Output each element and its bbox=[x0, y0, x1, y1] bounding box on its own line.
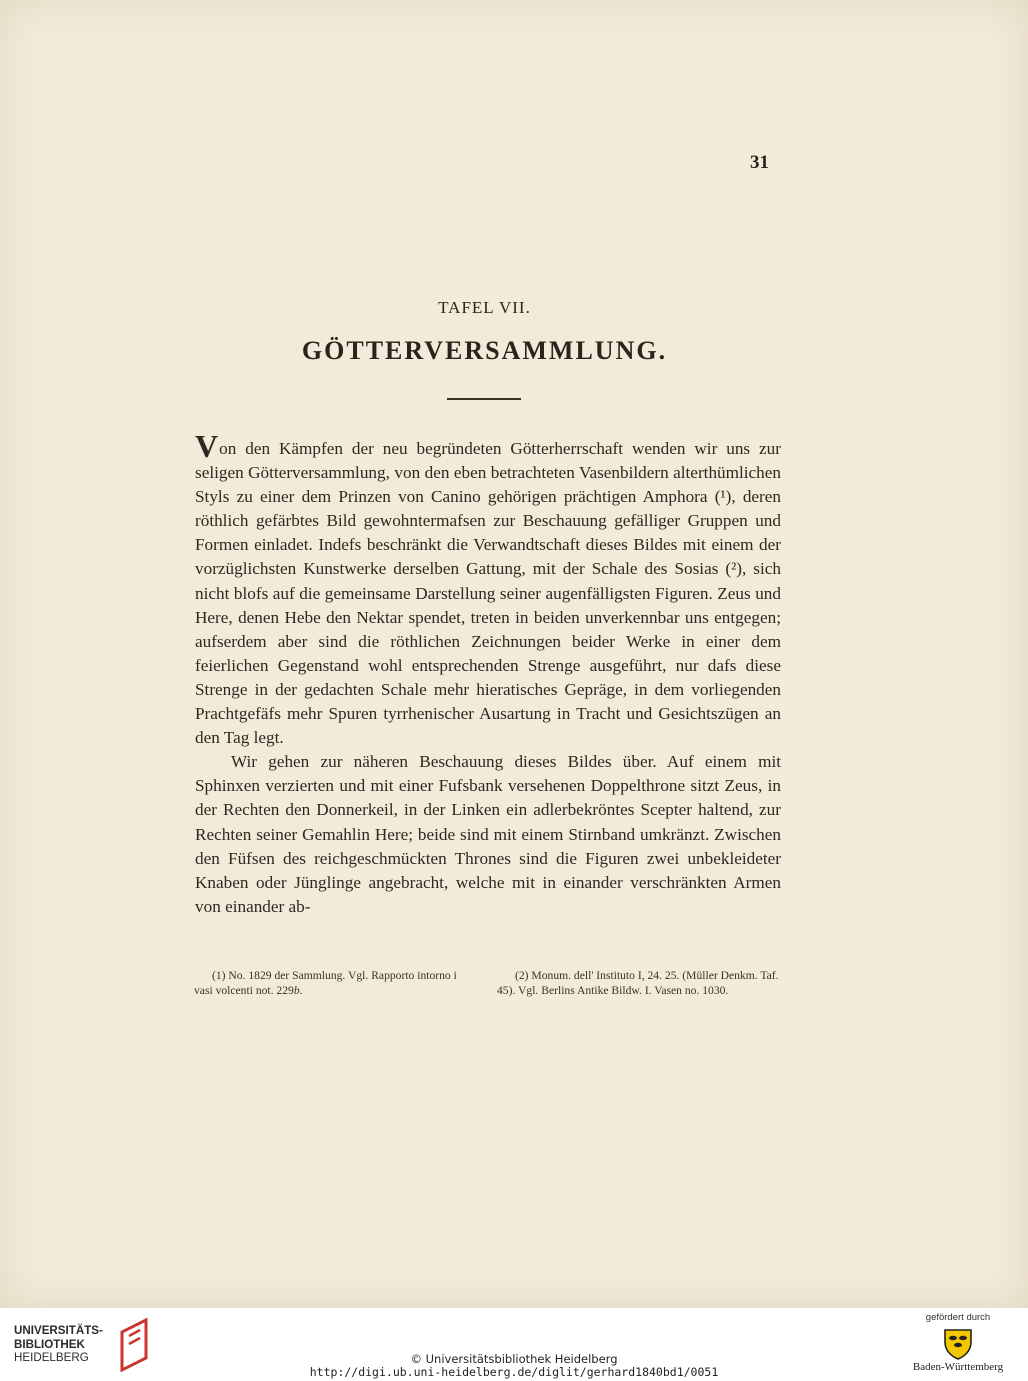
state-crest-icon bbox=[941, 1326, 975, 1360]
footnote-1-italic: b bbox=[293, 984, 300, 997]
page-number: 31 bbox=[750, 152, 769, 173]
paragraph-1-text: on den Kämpfen der neu begründeten Götterherrschaft wenden wir uns zur seligen Götterversammlung, von den eben betrachteten Vasenbildern alterthümlichen Styls zu einer dem Prinzen von Canino gehörigen prächtigen Amphora (¹), deren röthlich gefärbtes Bild gewohntermafsen zur Beschauung gefälliger Gruppen und Formen einladet. Indefs beschränkt die Verwandtschaft dieses Bildes mit einem der vorzüglichsten Kunstwerke derselben Gattung, mit der Schale des Sosias (²), sich nicht blofs auf die gemeinsame Darstellung seiner augenfälligsten Figuren. Zeus und Here, denen Hebe den Nektar spendet, treten in beiden unverkennbar uns entgegen; aufserdem aber sind die röthlichen Zeichnungen beider Werke in einer dem feierlichen Gegenstand wohl entsprechenden Strenge ausgeführt, nur dafs diese Strenge in der gedachten Schale mehr hieratisches Gepräge, in dem vorliegenden Prachtgefäfs mehr Spuren tyrrhenischer Ausartung in Tracht und Gesichtszügen an den Tag legt. bbox=[195, 439, 781, 748]
footnote-1-text: (1) No. 1829 der Sammlung. Vgl. Rapporto intorno i vasi volcenti not. 229 bbox=[194, 969, 457, 997]
funding-badge[interactable] bbox=[898, 1312, 1018, 1373]
paragraph-1 bbox=[195, 428, 781, 750]
footnote-2: (2) Monum. dell' Instituto I, 24. 25. (Müller Denkm. Taf. 45). Vgl. Berlins Antike Bildw. I. Vasen no. 1030. bbox=[497, 969, 779, 997]
body-text bbox=[195, 428, 781, 919]
library-name-line-2: BIBLIOTHEK bbox=[14, 1337, 85, 1351]
plate-heading: TAFEL VII. bbox=[438, 298, 531, 317]
copyright-notice: © Universitätsbibliothek Heidelberg bbox=[410, 1352, 618, 1366]
footnote-1 bbox=[194, 968, 478, 998]
library-name-line-1: UNIVERSITÄTS- bbox=[14, 1324, 103, 1337]
library-name-line-3: HEIDELBERG bbox=[14, 1351, 89, 1364]
page-title: GÖTTERVERSAMMLUNG. bbox=[301, 336, 668, 365]
permalink[interactable]: http://digi.ub.uni-heidelberg.de/diglit/gerhard1840bd1/0051 bbox=[309, 1365, 719, 1379]
paragraph-2: Wir gehen zur näheren Beschauung dieses Bildes über. Auf einem mit Sphinxen verzierten und mit einer Fufsbank versehenen Doppelthrone sitzt Zeus, in der Rechten den Donnerkeil, in der Linken ein adlerbekröntes Scepter haltend, zur Rechten seiner Gemahlin Here; beide sind mit einem Stirnband umkränzt. Zwischen den Füfsen des reichgeschmückten Thrones sind die Figuren zwei unbekleideter Knaben oder Jünglinge angebracht, welche mit in einander verschränkten Armen von einander ab- bbox=[195, 752, 781, 916]
title-divider bbox=[447, 398, 521, 400]
drop-cap: V bbox=[195, 428, 219, 464]
funder-name: Baden-Württemberg bbox=[912, 1361, 1004, 1373]
funded-label: gefördert durch bbox=[925, 1312, 991, 1323]
footnote-1-end: . bbox=[299, 984, 303, 997]
